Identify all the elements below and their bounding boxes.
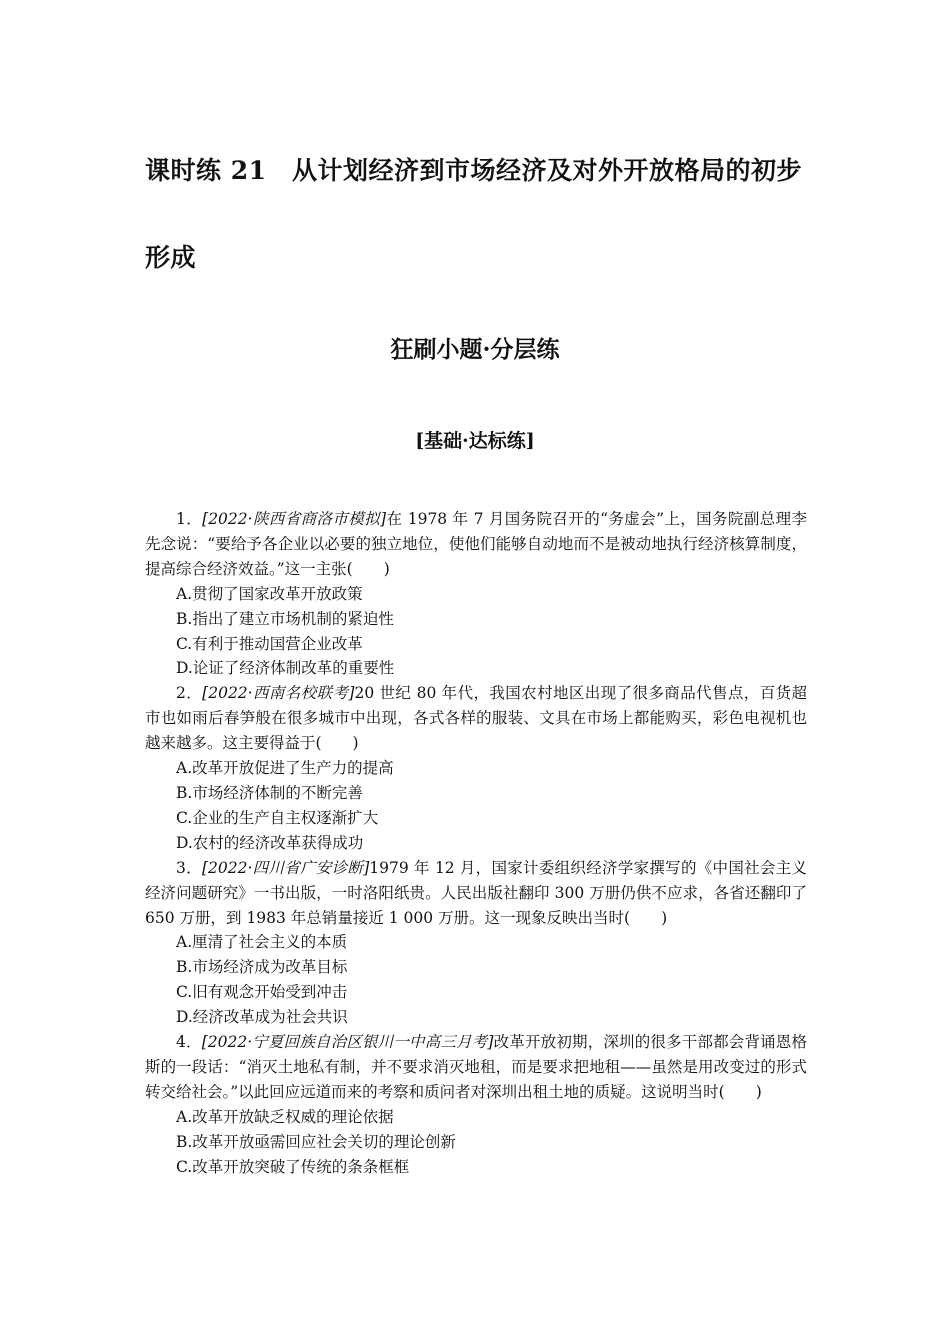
- question-4: [145, 1030, 807, 1105]
- question-source: [2022·四川省广安诊断]: [201, 858, 370, 877]
- option-b: B.市场经济成为改革目标: [176, 958, 348, 977]
- question-2: [145, 681, 807, 756]
- question-stem: 1979 年 12 月，国家计委组织经济学家撰写的《中国社会主义经济问题研究》一书出版，一时洛阳纸贵。人民出版社翻印 300 万册仍供不应求，各省还翻印了 650 万册，到 1983 年总销量接近 1 000 万册。这一现象反映出当时( ): [145, 858, 808, 927]
- question-stem: 在 1978 年 7 月国务院召开的“务虚会”上，国务院副总理李先念说：“要给予各企业以必要的独立地位，使他们能够自动地而不是被动地执行经济核算制度，提高综合经济效益。”这一主张( ): [145, 510, 807, 578]
- question-number: 1．: [176, 510, 203, 528]
- option-a: A.贯彻了国家改革开放政策: [176, 584, 363, 603]
- lesson-title-line-2: 形成: [145, 243, 197, 272]
- question-source: [2022·宁夏回族自治区银川一中高三月考]: [201, 1033, 494, 1052]
- question-stem: 改革开放初期，深圳的很多干部都会背诵恩格斯的一段话：“消灭土地私有制，并不要求消灭地租，而是要求把地租——虽然是用改变过的形式转交给社会。”以此回应远道而来的考察和质问者对深圳出租土地的质疑。这说明当时( ): [145, 1033, 807, 1101]
- question-1: [145, 507, 807, 582]
- lesson-title-line-1: 课时练 21 从计划经济到市场经济及对外开放格局的初步: [145, 156, 802, 185]
- option-c: C.旧有观念开始受到冲击: [176, 983, 348, 1002]
- option-c: C.改革开放突破了传统的条条框框: [176, 1157, 410, 1176]
- question-3: [145, 856, 807, 931]
- option-d: D.论证了经济体制改革的重要性: [176, 659, 395, 678]
- option-a: A.改革开放促进了生产力的提高: [176, 759, 394, 778]
- question-source: [2022·陕西省商洛市模拟]: [202, 510, 387, 528]
- option-b: B.改革开放亟需回应社会关切的理论创新: [176, 1132, 456, 1151]
- question-list: [145, 507, 807, 1179]
- question-number: 2．: [176, 684, 203, 703]
- question-stem: 20 世纪 80 年代，我国农村地区出现了很多商品代售点，百货超市也如雨后春笋般在很多城市中出现，各式各样的服装、文具在市场上都能购买，彩色电视机也越来越多。这主要得益于( ): [145, 684, 807, 753]
- question-source: [2022·西南名校联考]: [202, 684, 355, 703]
- option-a: A.改革开放缺乏权威的理论依据: [176, 1107, 394, 1126]
- option-d: D.经济改革成为社会共识: [176, 1008, 348, 1027]
- option-c: C.企业的生产自主权逐渐扩大: [176, 808, 379, 827]
- option-b: B.指出了建立市场机制的紧迫性: [176, 609, 394, 628]
- question-number: 3．: [176, 858, 202, 877]
- subtitle: 狂刷小题·分层练: [390, 336, 560, 363]
- question-number: 4．: [176, 1033, 202, 1052]
- option-d: D.农村的经济改革获得成功: [176, 833, 364, 852]
- option-c: C.有利于推动国营企业改革: [176, 634, 363, 653]
- option-b: B.市场经济体制的不断完善: [176, 783, 363, 802]
- section-heading: [基础·达标练]: [415, 430, 535, 452]
- option-a: A.厘清了社会主义的本质: [176, 933, 348, 952]
